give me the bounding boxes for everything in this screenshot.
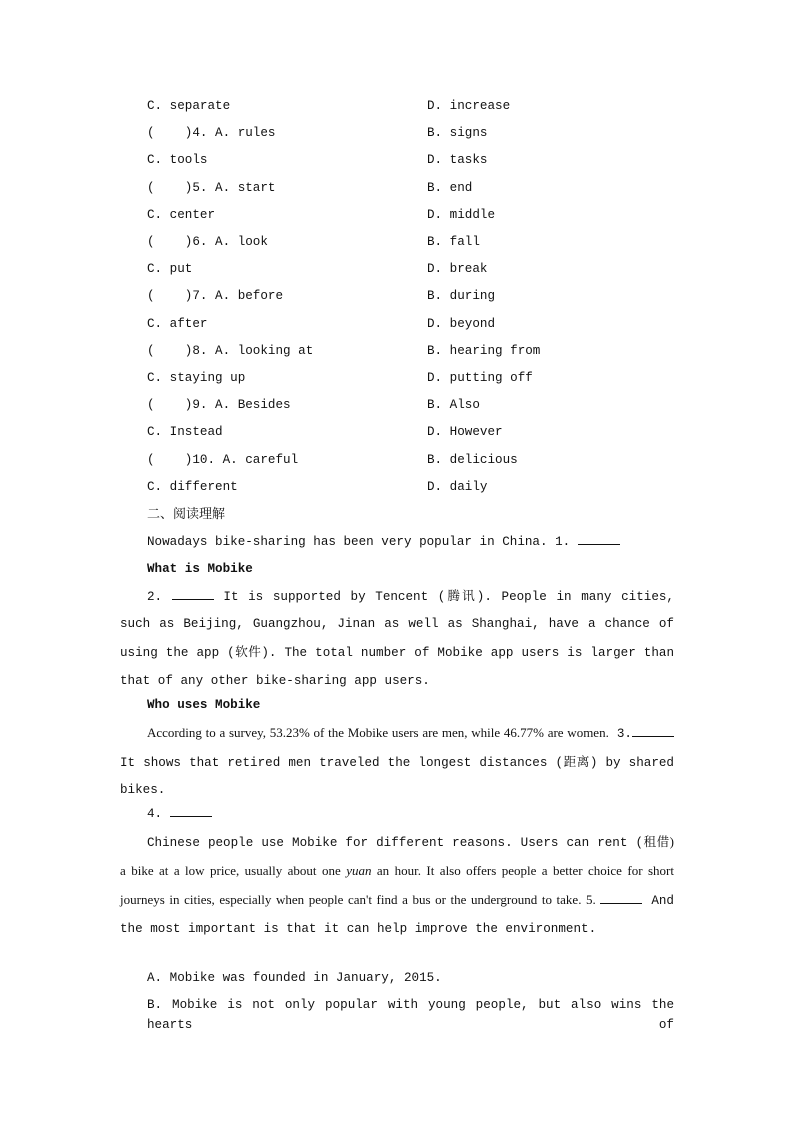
option-right: D. putting off [427, 371, 533, 385]
blank-5[interactable] [600, 891, 642, 904]
option-left: ( )5. A. start [147, 180, 276, 195]
blank-2-number: 2. [147, 590, 172, 604]
option-right: B. fall [427, 235, 480, 249]
p2-text-b: It shows that retired men traveled the longest distances ( [120, 756, 564, 771]
q4-line [147, 804, 674, 824]
option-right: D. increase [427, 99, 511, 113]
p3-text-d: And the most important is that it can help improve the environment. [120, 894, 674, 936]
paragraph-reasons [120, 828, 674, 943]
option-row [147, 123, 707, 143]
option-right: B. delicious [427, 452, 518, 467]
p1-text-c: ). The total number of Mobike app users is larger than that of any other bike-sharing app users. [120, 646, 674, 688]
option-left: ( )7. A. before [147, 289, 284, 304]
option-left: ( )10. A. careful [147, 452, 299, 467]
option-left: C. separate [147, 99, 231, 113]
cn-rent: 租借 [643, 834, 670, 849]
answer-b: B. Mobike is not only popular with young people, but also wins the hearts of [147, 998, 674, 1032]
option-left: C. Instead [147, 425, 223, 440]
option-left: ( )6. A. look [147, 235, 268, 249]
option-row [147, 150, 707, 170]
option-right: D. tasks [427, 153, 488, 168]
blank-3-number: 3. [616, 727, 632, 741]
blank-4-number: 4. [147, 807, 170, 821]
heading-who-uses-mobike: Who uses Mobike [147, 698, 261, 712]
cn-software: 软件 [234, 644, 262, 660]
option-row [147, 205, 707, 225]
section-title: 二、阅读理解 [147, 507, 226, 522]
cn-tencent: 腾讯 [445, 588, 477, 603]
heading-what-is-mobike: What is Mobike [147, 562, 253, 576]
option-left: C. put [147, 262, 193, 277]
p2-text-c: ) by shared bikes. [120, 756, 674, 798]
option-row [147, 477, 707, 497]
cn-distance: 距离 [563, 754, 590, 770]
p2-survey-text: According to a survey, 53.23% of the Mobike users are men, while 46.77% are women. [147, 725, 609, 740]
option-right: B. signs [427, 126, 488, 141]
p3-text-a: Chinese people use Mobike for different reasons. Users can rent ( [147, 836, 644, 850]
option-row [147, 259, 707, 279]
blank-3[interactable] [632, 724, 674, 737]
option-row [147, 450, 707, 470]
option-left: ( )9. A. Besides [147, 398, 291, 413]
blank-4[interactable] [170, 804, 212, 817]
paragraph-what-is-mobike [120, 582, 674, 695]
option-row [147, 341, 707, 361]
option-row [147, 314, 707, 334]
option-row [147, 178, 707, 198]
option-right: B. during [427, 289, 496, 304]
option-right: D. middle [427, 207, 496, 222]
intro-text: Nowadays bike-sharing has been very popular in China. 1. [147, 535, 578, 549]
option-right: D. break [427, 262, 488, 277]
option-row [147, 232, 707, 252]
intro-line [147, 532, 674, 552]
option-row [147, 368, 707, 388]
p3-text-b: ) a bike at a low price, usually about one [120, 834, 674, 879]
option-left: ( )8. A. looking at [147, 343, 314, 358]
answer-a: A. Mobike was founded in January, 2015. [147, 971, 442, 985]
option-right: B. Also [427, 398, 480, 413]
p1-text-a: It is supported by Tencent ( [213, 590, 446, 604]
option-right: B. hearing from [427, 343, 541, 358]
option-left: C. after [147, 316, 208, 331]
yuan-italic: yuan [346, 863, 372, 879]
option-right: D. daily [427, 479, 488, 494]
option-right: D. However [427, 425, 503, 440]
option-left: ( )4. A. rules [147, 126, 276, 141]
blank-2[interactable] [172, 587, 214, 600]
option-row [147, 395, 707, 415]
option-right: D. beyond [427, 316, 496, 331]
option-row [147, 96, 707, 116]
p3-text-c: an hour. It also offers people a better choice for short journeys in cities, especially when people can't find a bus or the underground to take. 5. [120, 863, 674, 908]
option-left: C. staying up [147, 371, 246, 385]
option-row [147, 422, 707, 442]
p1-text-b: ). People in many cities, such as Beijing, Guangzhou, Jinan as well as Shanghai, have a chance of using the app ( [120, 590, 674, 661]
option-left: C. center [147, 207, 216, 222]
option-row [147, 286, 707, 306]
option-right: B. end [427, 180, 473, 195]
option-left: C. different [147, 479, 238, 494]
blank-1[interactable] [578, 532, 620, 545]
paragraph-who-uses-mobike [120, 719, 674, 805]
option-left: C. tools [147, 153, 208, 168]
